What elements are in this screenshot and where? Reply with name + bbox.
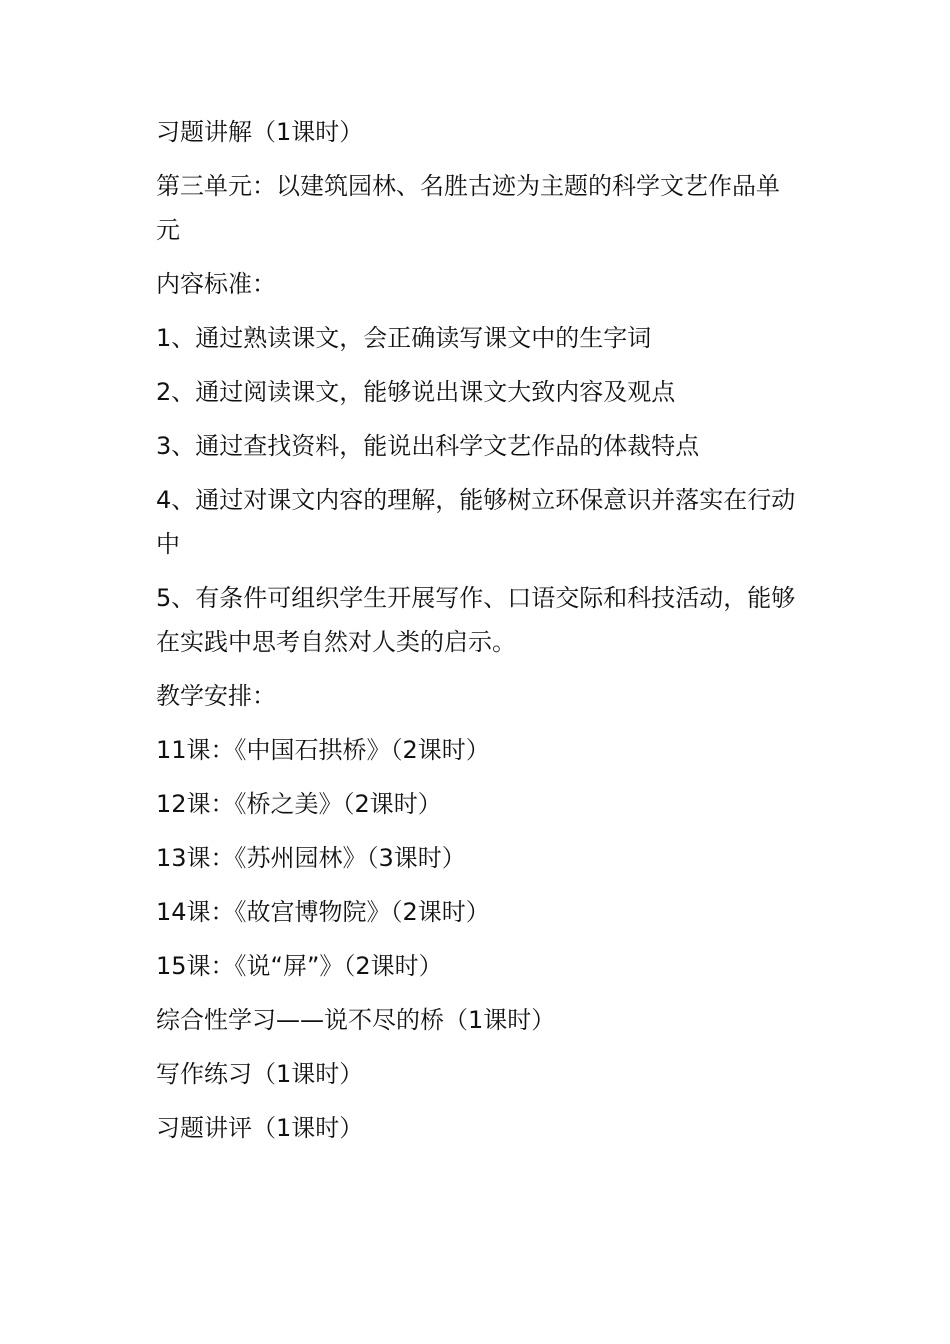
unit-three-heading: 第三单元：以建筑园林、名胜古迹为主题的科学文艺作品单元 xyxy=(156,172,780,244)
lesson-14: 14课：《故宫博物院》（2课时） xyxy=(156,898,490,926)
comprehensive-study: 综合性学习——说不尽的桥（1课时） xyxy=(156,1006,556,1034)
standard-item-4: 4、通过对课文内容的理解，能够树立环保意识并落实在行动中 xyxy=(156,486,796,558)
standard-item-1: 1、通过熟读课文，会正确读写课文中的生字词 xyxy=(156,324,652,352)
teaching-arrangement-heading: 教学安排： xyxy=(156,682,276,710)
lesson-13: 13课：《苏州园林》（3课时） xyxy=(156,844,466,872)
content-standard-heading: 内容标准： xyxy=(156,270,276,298)
lesson-11: 11课：《中国石拱桥》（2课时） xyxy=(156,736,490,764)
writing-practice: 写作练习（1课时） xyxy=(156,1060,364,1088)
lesson-15: 15课：《说“屏”》（2课时） xyxy=(156,952,443,980)
exercise-review: 习题讲评（1课时） xyxy=(156,1114,364,1142)
standard-item-5: 5、有条件可组织学生开展写作、口语交际和科技活动，能够在实践中思考自然对人类的启示。 xyxy=(156,584,796,656)
standard-item-2: 2、通过阅读课文，能够说出课文大致内容及观点 xyxy=(156,378,676,406)
text-line-exercise-explanation: 习题讲解（1课时） xyxy=(156,118,364,146)
standard-item-3: 3、通过查找资料，能说出科学文艺作品的体裁特点 xyxy=(156,432,700,460)
document-body xyxy=(156,110,801,1160)
lesson-12: 12课：《桥之美》（2课时） xyxy=(156,790,442,818)
